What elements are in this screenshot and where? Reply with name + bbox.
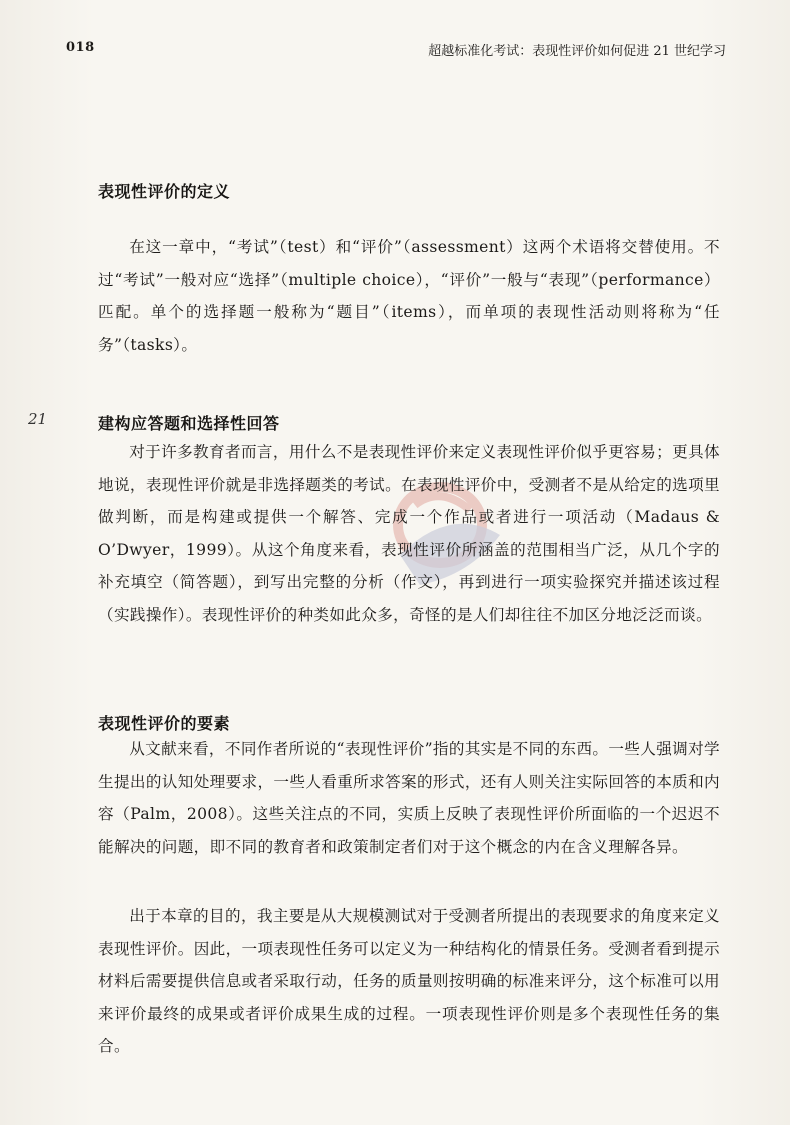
paragraph-definition: 在这一章中，“考试”（test）和“评价”（assessment）这两个术语将交替使用。不过“考试”一般对应“选择”（multiple choice），“评价”一般与“表现”（performance）匹配。单个的选择题一般称为“题目”（items），而单项的表现性活动则将称为“任务”（tasks）。 [98,238,720,354]
section-heading-definition: 表现性评价的定义 [98,182,231,201]
paragraph-elements-2: 出于本章的目的，我主要是从大规模测试对于受测者所提出的表现要求的角度来定义表现性评价。因此，一项表现性任务可以定义为一种结构化的情景任务。受测者看到提示材料后需要提供信息或者采取行动，任务的质量则按明确的标准来评分，这个标准可以用来评价最终的成果或者评价成果生成的过程。一项表现性评价则是多个表现性任务的集合。 [98,907,720,1055]
paragraph-elements-1: 从文献来看，不同作者所说的“表现性评价”指的其实是不同的东西。一些人强调对学生提出的认知处理要求，一些人看重所求答案的形式，还有人则关注实际回答的本质和内容（Palm，2008）。这些关注点的不同，实质上反映了表现性评价所面临的一个迟迟不能解决的问题，即不同的教育者和政策制定者们对于这个概念的内在含义理解各异。 [98,740,720,856]
margin-page-note: 21 [28,410,48,428]
section-heading-constructed-response: 建构应答题和选择性回答 [98,414,280,433]
page-number: 018 [66,40,95,55]
page-header [66,40,726,62]
running-title: 超越标准化考试：表现性评价如何促进 21 世纪学习 [428,44,726,59]
paragraph-constructed-response: 对于许多教育者而言，用什么不是表现性评价来定义表现性评价似乎更容易；更具体地说，表现性评价就是非选择题类的考试。在表现性评价中，受测者不是从给定的选项里做判断，而是构建或提供一个解答、完成一个作品或者进行一项活动（Madaus & O’Dwyer，1999）。从这个角度来看，表现性评价所涵盖的范围相当广泛，从几个字的补充填空（简答题），到写出完整的分析（作文），再到进行一项实验探究并描述该过程（实践操作）。表现性评价的种类如此众多，奇怪的是人们却往往不加区分地泛泛而谈。 [98,443,720,624]
section-heading-elements: 表现性评价的要素 [98,714,231,733]
